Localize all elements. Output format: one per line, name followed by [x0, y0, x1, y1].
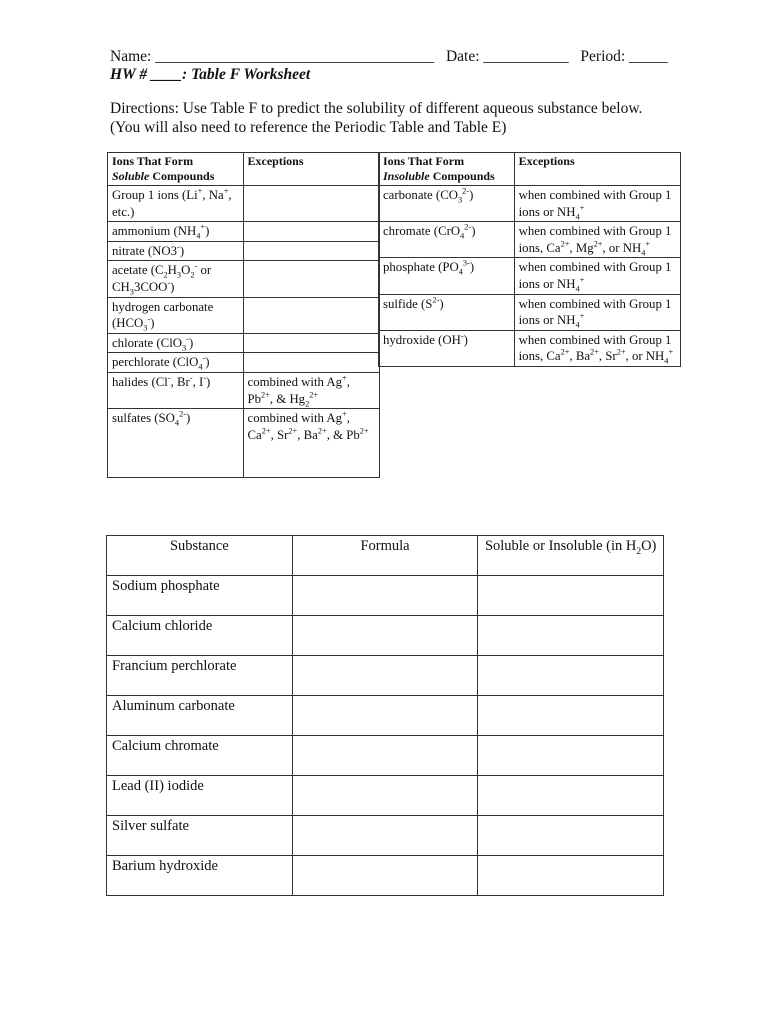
- soluble-header-rest: Compounds: [149, 169, 215, 183]
- soluble-ion-cell: ammonium $(NH_4^+)$: [108, 222, 244, 242]
- soluble-ion-cell: Group 1 ions (Li+, Na+, etc.): [108, 186, 244, 222]
- substance-name-cell: Lead (II) iodide: [107, 776, 293, 816]
- substance-name-cell: Barium hydroxide: [107, 856, 293, 896]
- soluble-exception-cell: [243, 186, 379, 222]
- substance-table-body: [107, 576, 664, 896]
- solubility-answer-cell[interactable]: [478, 816, 664, 856]
- insoluble-exception-cell: when combined with Group 1 ions, $Ca^{2+}$, $Mg^{2+}$, or $NH_4^+$: [514, 222, 680, 258]
- header-line: [110, 48, 668, 66]
- insoluble-ion-cell: sulfide $(S^{2-})$: [379, 294, 515, 330]
- soluble-ion-cell: hydrogen carbonate $(HCO_3^-)$: [108, 297, 244, 333]
- substance-row: [107, 656, 664, 696]
- substance-row: [107, 736, 664, 776]
- period-field-label[interactable]: Period: _____: [580, 48, 668, 65]
- insoluble-exceptions-header: Exceptions: [514, 153, 680, 186]
- insoluble-ion-row: [379, 186, 681, 222]
- solubility-answer-cell[interactable]: [478, 856, 664, 896]
- solubility-answer-cell[interactable]: [478, 736, 664, 776]
- insoluble-exception-cell: when combined with Group 1 ions or $NH_4^+$: [514, 294, 680, 330]
- insoluble-header-rest: Compounds: [429, 169, 495, 183]
- soluble-ion-row: [108, 333, 380, 353]
- directions-line-1: Directions: Use Table F to predict the solubility of different aqueous substance below.: [110, 100, 643, 117]
- insoluble-ion-cell: carbonate $(CO_3^{2-})$: [379, 186, 515, 222]
- soluble-ion-cell: nitrate (NO3-): [108, 241, 244, 261]
- solubility-answer-cell[interactable]: [478, 616, 664, 656]
- substance-name-cell: Aluminum carbonate: [107, 696, 293, 736]
- soluble-ion-row: [108, 297, 380, 333]
- insoluble-ion-row: [379, 294, 681, 330]
- insoluble-ion-cell: chromate (CrO$_4^{2-}$): [379, 222, 515, 258]
- substance-row: [107, 856, 664, 896]
- insoluble-ion-cell: hydroxide (OH-): [379, 330, 515, 366]
- soluble-ion-row: [108, 186, 380, 222]
- insoluble-exception-cell: when combined with Group 1 ions or $NH_4^+$: [514, 186, 680, 222]
- solubility-answer-cell[interactable]: [478, 696, 664, 736]
- insoluble-ion-row: [379, 330, 681, 366]
- soluble-ion-row: [108, 222, 380, 242]
- insoluble-ions-header: [379, 153, 515, 186]
- formula-answer-cell[interactable]: [292, 776, 478, 816]
- formula-answer-cell[interactable]: [292, 616, 478, 656]
- formula-answer-cell[interactable]: [292, 576, 478, 616]
- soluble-exception-cell: [243, 241, 379, 261]
- insoluble-header-italic: Insoluble: [383, 169, 430, 183]
- substance-name-cell: Silver sulfate: [107, 816, 293, 856]
- soluble-exception-cell: [243, 222, 379, 242]
- solubility-answer-cell[interactable]: [478, 656, 664, 696]
- soluble-header-line1: Ions That Form: [112, 154, 194, 168]
- solubility-answer-cell[interactable]: [478, 776, 664, 816]
- soluble-ion-row: [108, 261, 380, 297]
- date-field-label[interactable]: Date: ___________: [445, 48, 569, 65]
- soluble-exception-cell: [243, 297, 379, 333]
- substance-column-header: Formula: [292, 536, 478, 576]
- soluble-exception-cell: [243, 333, 379, 353]
- directions-line-2: (You will also need to reference the Periodic Table and Table E): [110, 119, 507, 136]
- substance-name-cell: Sodium phosphate: [107, 576, 293, 616]
- formula-answer-cell[interactable]: [292, 696, 478, 736]
- substance-column-header: Substance: [107, 536, 293, 576]
- insoluble-ion-cell: phosphate $(PO_4^{3-})$: [379, 258, 515, 294]
- formula-answer-cell[interactable]: [292, 816, 478, 856]
- soluble-ion-row: [108, 372, 380, 408]
- formula-answer-cell[interactable]: [292, 736, 478, 776]
- solubility-answer-cell[interactable]: [478, 576, 664, 616]
- soluble-ion-row: [108, 241, 380, 261]
- name-field-label[interactable]: Name: ____________________________________: [110, 48, 435, 65]
- soluble-ion-row: [108, 353, 380, 373]
- insoluble-ions-body: [379, 186, 681, 367]
- soluble-ion-cell: sulfates $(SO_4^{2-})$: [108, 409, 244, 478]
- worksheet-title: HW # ____: Table F Worksheet: [110, 66, 311, 83]
- substance-row: [107, 576, 664, 616]
- soluble-exception-cell: combined with Ag+, $Pb^{2+}$, & $Hg_2^{2+}$: [243, 372, 379, 408]
- substance-row: [107, 616, 664, 656]
- soluble-header-italic: Soluble: [112, 169, 150, 183]
- substance-table-header-row: [107, 536, 664, 576]
- substance-worksheet-table: [106, 535, 664, 896]
- soluble-ion-row: [108, 409, 380, 478]
- soluble-ion-cell: perchlorate (ClO$_4$-): [108, 353, 244, 373]
- soluble-ion-cell: chlorate (ClO$_3$-): [108, 333, 244, 353]
- soluble-ion-cell: halides (Cl-, Br-, I-): [108, 372, 244, 408]
- formula-answer-cell[interactable]: [292, 856, 478, 896]
- soluble-ion-cell: acetate ($C_2H_3O_2^-$ or $CH_33COO^-$): [108, 261, 244, 297]
- substance-name-cell: Calcium chloride: [107, 616, 293, 656]
- soluble-exception-cell: [243, 261, 379, 297]
- substance-row: [107, 816, 664, 856]
- substance-row: [107, 696, 664, 736]
- insoluble-ion-row: [379, 222, 681, 258]
- substance-name-cell: Francium perchlorate: [107, 656, 293, 696]
- substance-row: [107, 776, 664, 816]
- insoluble-ion-row: [379, 258, 681, 294]
- insoluble-exception-cell: when combined with Group 1 ions, $Ca^{2+}$, $Ba^{2+}$, $Sr^{2+}$, or $NH_4^+$: [514, 330, 680, 366]
- soluble-exception-cell: combined with Ag+, $Ca^{2+}$, $Sr^{2+}$, $Ba^{2+}$, & $Pb^{2+}$: [243, 409, 379, 478]
- soluble-ions-header: [108, 153, 244, 186]
- soluble-ions-table: [107, 152, 380, 478]
- soluble-exceptions-header: Exceptions: [243, 153, 379, 186]
- insoluble-header-line1: Ions That Form: [383, 154, 465, 168]
- insoluble-exception-cell: when combined with Group 1 ions or $NH_4^+$: [514, 258, 680, 294]
- substance-name-cell: Calcium chromate: [107, 736, 293, 776]
- formula-answer-cell[interactable]: [292, 656, 478, 696]
- insoluble-ions-table: [378, 152, 681, 367]
- soluble-exception-cell: [243, 353, 379, 373]
- substance-column-header: Soluble or Insoluble (in $H_2O$): [478, 536, 664, 576]
- soluble-ions-body: [108, 186, 380, 478]
